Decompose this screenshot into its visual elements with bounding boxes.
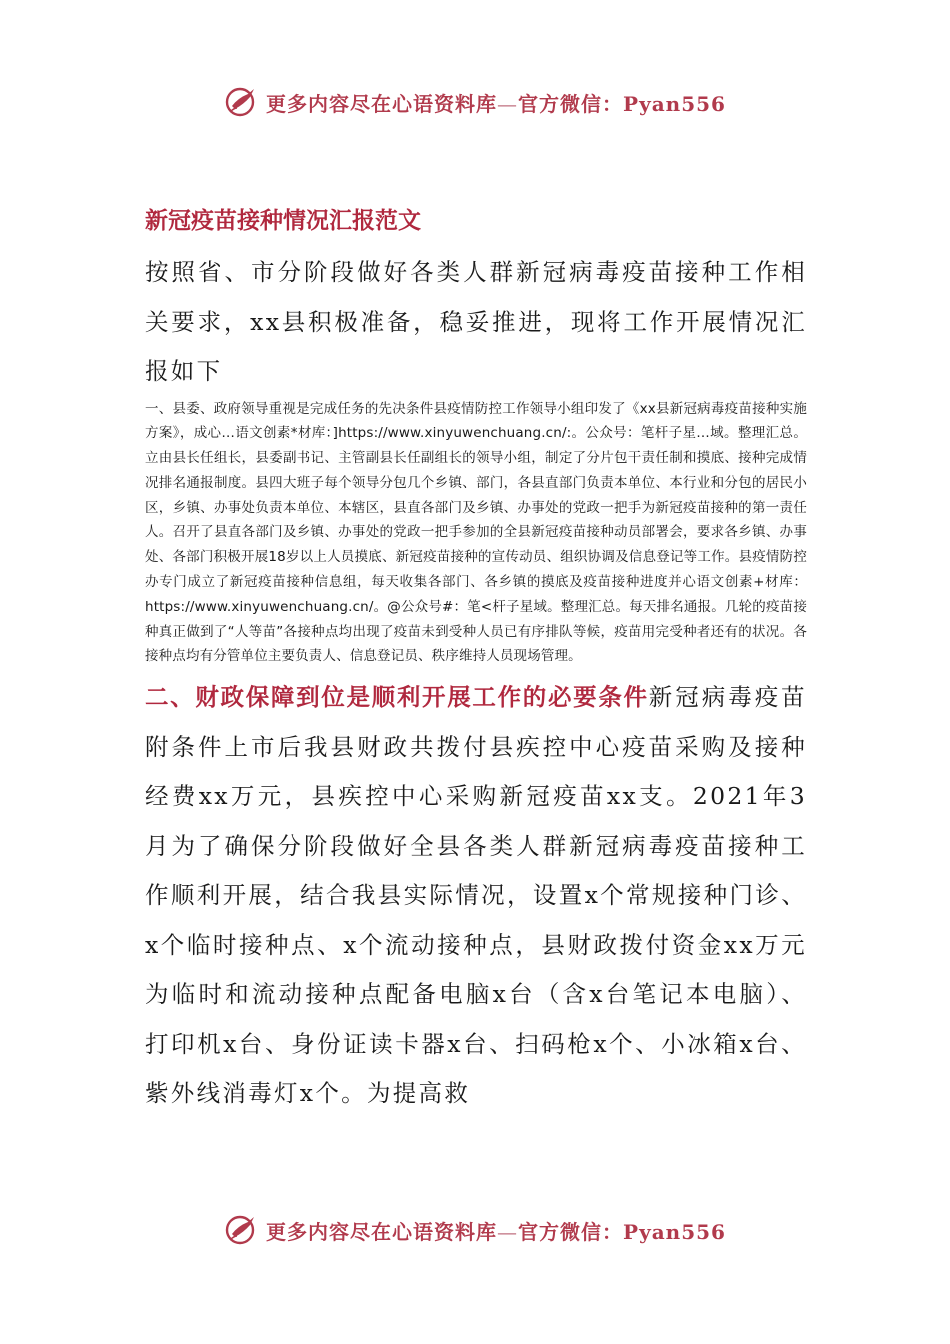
- intro-paragraph: 按照省、市分阶段做好各类人群新冠病毒疫苗接种工作相关要求，xx县积极准备，稳妥推进，现将工作开展情况汇报如下: [145, 258, 807, 385]
- banner-text: 更多内容尽在心语资料库—官方微信：Pyan556: [266, 1219, 726, 1244]
- section-two-body: 新冠病毒疫苗附条件上市后我县财政共拨付县疾控中心疫苗采购及接种经费xx万元，县疾控中心采购新冠疫苗xx支。2021年3月为了确保分阶段做好全县各类人群新冠病毒疫苗接种工作顺利开展，结合我县实际情况，设置x个常规接种门诊、x个临时接种点、x个流动接种点，县财政拨付资金xx万元为临时和流动接种点配备电脑x台（含x台笔记本电脑）、打印机x台、身份证读卡器x台、扫码枪x个、小冰箱x台、紫外线消毒灯x个。为提高救: [145, 683, 807, 1108]
- document-title: 新冠疫苗接种情况汇报范文: [145, 208, 421, 234]
- section-two-heading: 二、财政保障到位是顺利开展工作的必要条件: [145, 683, 649, 712]
- banner-text: 更多内容尽在心语资料库—官方微信：Pyan556: [266, 91, 726, 116]
- header-banner: [0, 80, 950, 124]
- section-one-paragraph: 一、县委、政府领导重视是完成任务的先决条件县疫情防控工作领导小组印发了《xx县新冠病毒疫苗接种实施方案》，成心…语文创素*材库：]https://www.xinyuwenchuang.cn/:。公众号：笔杆子星…域。整理汇总。立由县长任组长，县委副书记、主管副县长任副组长的领导小组，制定了分片包干责任制和摸底、接种完成情况排名通报制度。县四大班子每个领导分包几个乡镇、部门，各县直部门负责本单位、本行业和分包的居民小区，乡镇、办事处负责本单位、本辖区，县直各部门及乡镇、办事处的党政一把手为新冠疫苗接种的第一责任人。召开了县直各部门及乡镇、办事处的党政一把手参加的全县新冠疫苗接种动员部署会，要求各乡镇、办事处、各部门积极开展18岁以上人员摸底、新冠疫苗接种的宣传动员、组织协调及信息登记等工作。县疫情防控办专门成立了新冠疫苗接种信息组，每天收集各部门、各乡镇的摸底及疫苗接种进度并心语文创素+材库：https://www.xinyuwenchuang.cn/。@公众号#：笔<杆子星域。整理汇总。每天排名通报。几轮的疫苗接种真正做到了“人等苗”各接种点均出现了疫苗未到受种人员已有序排队等候，疫苗用完受种者还有的状况。各接种点均有分管单位主要负责人、信息登记员、秩序维持人员现场管理。: [145, 400, 807, 665]
- pen-logo-icon: [224, 84, 260, 120]
- document-body: [145, 198, 807, 1119]
- pen-logo-icon: [224, 1212, 260, 1248]
- section-two-paragraph: [145, 673, 807, 1119]
- footer-banner: [0, 1208, 950, 1252]
